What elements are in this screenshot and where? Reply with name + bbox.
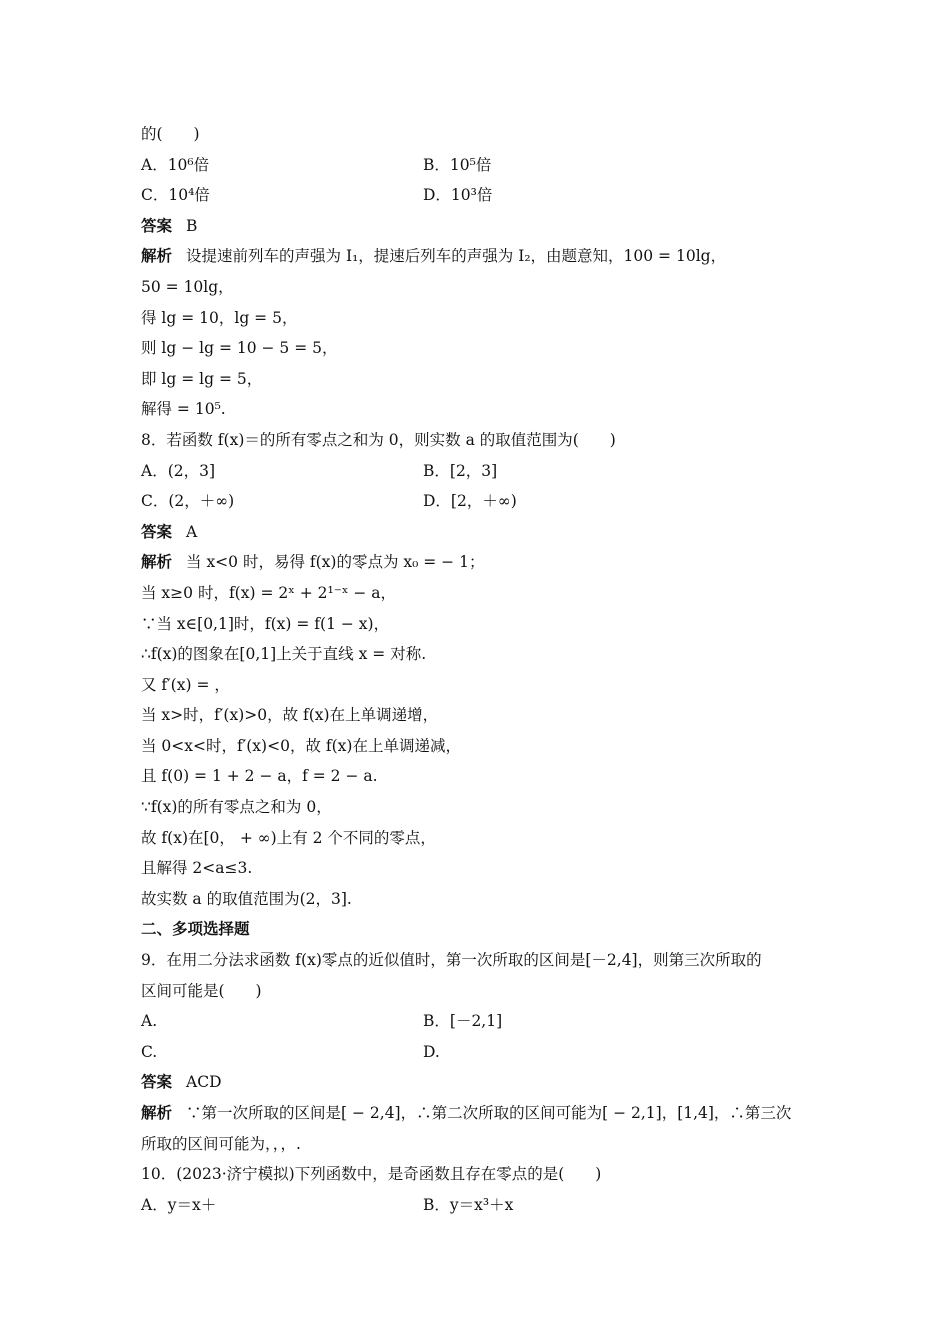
- q8-analysis-line: 又 f′(x) = ，: [141, 675, 230, 694]
- q9-analysis-line: 所取的区间可能为，，，.: [141, 1134, 301, 1153]
- q9-stem-line1: 9．在用二分法求函数 f(x)零点的近似值时，第一次所取的区间是[－2,4]，则第三次所取的: [141, 951, 762, 970]
- q8-analysis-line: 当 0<x<时，f′(x)<0，故 f(x)在上单调递减，: [141, 736, 461, 755]
- answer-value: B: [186, 216, 198, 235]
- answer-label: 答案: [141, 1072, 173, 1092]
- q9-option-a: A.: [141, 1012, 158, 1031]
- q7-stem-tail: 的( ): [141, 125, 200, 143]
- analysis-text: 设提速前列车的声强为 I₁，提速后列车的声强为 I₂，由题意知，100 = 10lg，: [186, 247, 727, 266]
- answer-value: A: [186, 522, 198, 541]
- q7-options-row2: [141, 180, 821, 211]
- q8-analysis-line: 且 f(0) = 1 + 2 − a，f = 2 − a.: [141, 767, 378, 786]
- q9-answer: [141, 1067, 821, 1098]
- q8-answer: [141, 517, 821, 548]
- q9-stem-line2: 区间可能是( ): [141, 981, 262, 1000]
- q9-option-b: B．[－2,1]: [423, 1012, 503, 1031]
- q7-analysis-line: 则 lg − lg = 10 − 5 = 5，: [141, 339, 338, 358]
- answer-value: ACD: [186, 1073, 222, 1092]
- q8-analysis-line: 当 x>时，f′(x)>0，故 f(x)在上单调递增，: [141, 706, 439, 725]
- analysis-label: 解析: [141, 552, 173, 572]
- q9-analysis-line: [141, 1098, 821, 1129]
- analysis-text: 当 x<0 时，易得 f(x)的零点为 x₀ = − 1；: [186, 553, 485, 572]
- q10-option-b: B．y＝x³＋x: [423, 1195, 514, 1214]
- q7-analysis-line: 解得 = 10⁵.: [141, 400, 226, 419]
- q7-answer: [141, 211, 821, 242]
- q7-options-row1: [141, 150, 821, 181]
- answer-label: 答案: [141, 521, 173, 541]
- q7-option-c: C．10⁴倍: [141, 186, 210, 205]
- q8-analysis-line: 当 x≥0 时，f(x) = 2ˣ + 2¹⁻ˣ − a，: [141, 583, 397, 602]
- q7-analysis-line: 50 = 10lg，: [141, 277, 234, 296]
- q8-analysis-line: 故 f(x)在[0， + ∞)上有 2 个不同的零点，: [141, 828, 436, 847]
- q8-analysis-line: ∵f(x)的所有零点之和为 0，: [141, 798, 332, 817]
- q7-option-a: A．10⁶倍: [141, 155, 210, 174]
- document-page: [141, 119, 821, 1220]
- q8-analysis-line: ∵当 x∈[0,1]时，f(x) = f(1 − x)，: [141, 614, 390, 633]
- q8-option-c: C．(2，＋∞): [141, 492, 235, 511]
- q7-option-d: D．10³倍: [423, 186, 493, 205]
- q8-option-d: D．[2，＋∞): [423, 492, 517, 511]
- q7-analysis-line: 得 lg = 10，lg = 5，: [141, 308, 298, 327]
- analysis-label: 解析: [141, 246, 173, 266]
- q8-options-row2: [141, 486, 821, 517]
- q10-options-row1: [141, 1190, 821, 1221]
- q10-stem: 10．(2023·济宁模拟)下列函数中，是奇函数且存在零点的是( ): [141, 1165, 602, 1184]
- q8-analysis-line: 且解得 2<a≤3.: [141, 859, 253, 878]
- q9-option-c: C.: [141, 1042, 158, 1061]
- q10-option-a: A．y＝x＋: [141, 1195, 217, 1214]
- q8-options-row1: [141, 456, 821, 487]
- analysis-text: ∵第一次所取的区间是[ − 2,4]，∴第二次所取的区间可能为[ − 2,1]，[1,4]，∴第三次: [186, 1104, 792, 1122]
- q8-stem: 8．若函数 f(x)＝的所有零点之和为 0，则实数 a 的取值范围为( ): [141, 430, 616, 449]
- analysis-label: 解析: [141, 1103, 173, 1122]
- q8-analysis-line: [141, 547, 821, 578]
- q9-options-row2: [141, 1037, 821, 1068]
- q8-option-b: B．[2，3]: [423, 461, 498, 480]
- q8-analysis-line: 故实数 a 的取值范围为(2，3].: [141, 889, 352, 908]
- q7-option-b: B．10⁵倍: [423, 155, 492, 174]
- q8-analysis-line: ∴f(x)的图象在[0,1]上关于直线 x = 对称.: [141, 645, 427, 664]
- q9-option-d: D.: [423, 1042, 440, 1061]
- section-heading: 二、多项选择题: [141, 919, 250, 939]
- answer-label: 答案: [141, 215, 173, 235]
- q9-options-row1: [141, 1006, 821, 1037]
- q8-option-a: A．(2，3]: [141, 461, 216, 480]
- q7-analysis-line: [141, 241, 821, 272]
- q7-analysis-line: 即 lg = lg = 5，: [141, 369, 263, 388]
